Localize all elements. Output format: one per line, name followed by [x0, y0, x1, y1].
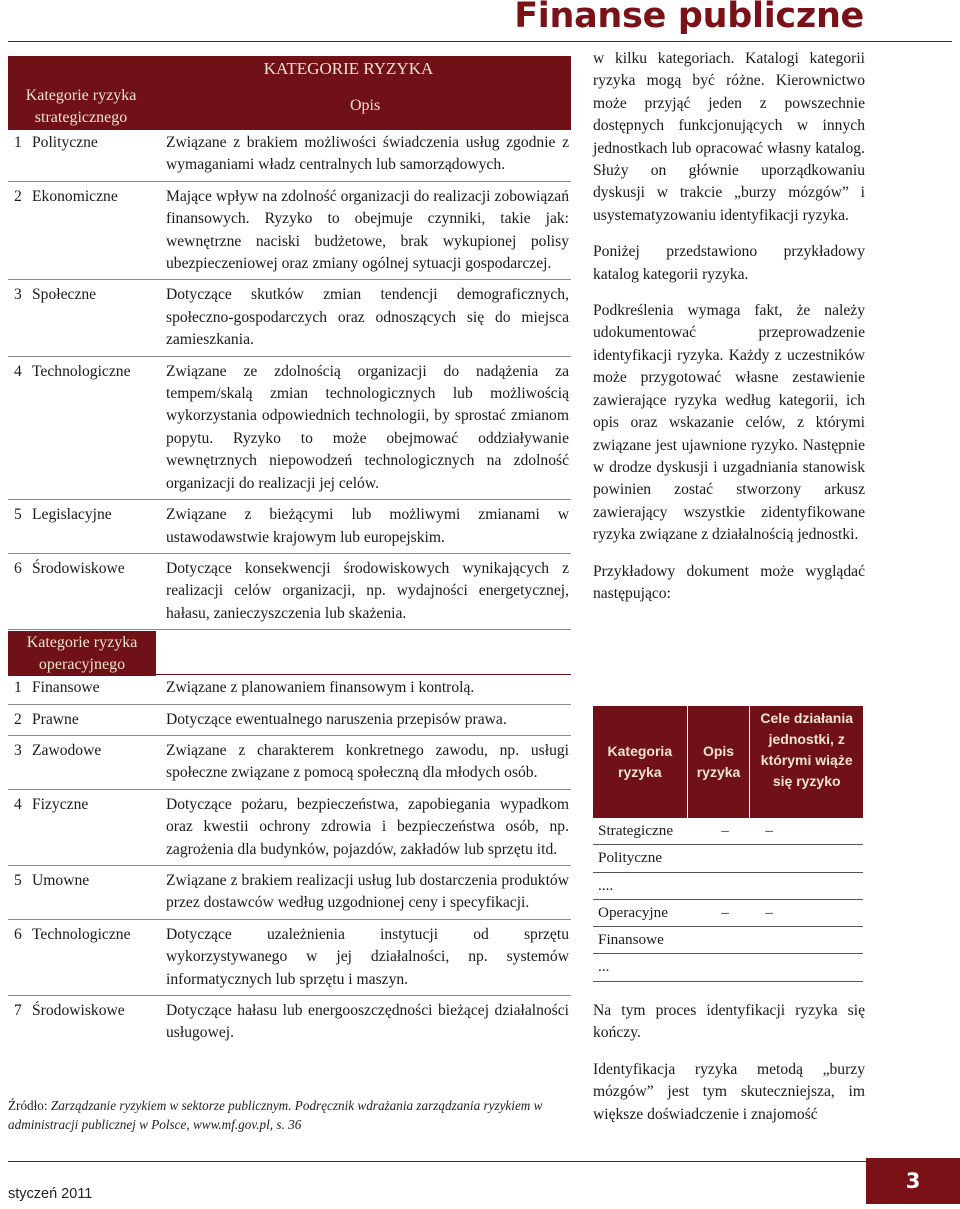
- category-description: Związane z planowaniem finansowym i kontrolą.: [166, 679, 475, 697]
- table-row: [8, 675, 571, 704]
- operational-header-row: [8, 630, 571, 675]
- paragraph: w kilku kategoriach. Katalogi kategorii ryzyka mogą być różne. Kierownictwo może przyjąć jeden z powszechnie dostępnych funkcjonujących w innych jednostkach lub opracować własny katalog. Służy on głównie uporządkowaniu dyskusji w trakcie „burzy mózgów” i usystematyzowaniu identyfikacji ryzyka.: [593, 50, 865, 224]
- risk-table-header: [8, 56, 571, 130]
- category-description: Związane z bieżącymi lub możliwymi zmianami w ustawodawstwie krajowym lub europejskim.: [166, 506, 569, 546]
- table-row: [8, 280, 571, 356]
- category-name: Legislacyjne: [32, 506, 112, 524]
- table-row: [593, 954, 863, 981]
- table-cell: Polityczne: [598, 849, 663, 867]
- row-number: 4: [14, 362, 22, 380]
- category-name: Technologiczne: [32, 362, 131, 380]
- table-cell: –: [765, 822, 773, 839]
- category-description: Związane z brakiem możliwości świadczenia usług zgodnie z wymaganiami władz centralnych lub samorządowych.: [166, 134, 569, 174]
- right-column-closing-text: [593, 1000, 865, 1140]
- table-cell: ....: [598, 876, 614, 894]
- table-row: [8, 500, 571, 554]
- row-number: 1: [14, 134, 22, 151]
- table-row: [593, 927, 863, 954]
- table-cell: Strategiczne: [598, 822, 674, 839]
- right-column-text: [593, 48, 865, 605]
- table-row: [8, 790, 571, 866]
- category-name: Zawodowe: [32, 741, 102, 759]
- table-cell: [749, 873, 789, 899]
- category-description: Dotyczące pożaru, bezpieczeństwa, zapobiegania wypadkom oraz kwestii ochrony zdrowia i bezpieczeństwa osób, np. zagrożenia dla budynków, pojazdów, zakładów lub sprzętu itd.: [166, 795, 569, 858]
- paragraph: Poniżej przedstawiono przykładowy katalog kategorii ryzyka.: [593, 243, 865, 283]
- category-name: Finansowe: [32, 679, 100, 697]
- row-number: 4: [14, 795, 22, 813]
- header-divider: [8, 41, 952, 42]
- table-cell: –: [721, 903, 729, 921]
- category-description: Związane ze zdolnością organizacji do nadążenia za tempem/skalą zmian technologicznych lub możliwością wykorzystania odpowiednich technologii, by sprostać zmianom popytu. Ryzyko to może obejmować oddziaływanie wewnętrznych niepowodzeń technologicznych na zdolność organizacji do realizacji jej celów.: [166, 362, 569, 492]
- table-row: [8, 996, 571, 1049]
- column-header-description: Opis ryzyka: [688, 706, 750, 818]
- operational-header-line: [156, 674, 571, 675]
- table-row: [593, 845, 863, 872]
- category-description: Dotyczące ewentualnego naruszenia przepisów prawa.: [166, 710, 507, 728]
- category-name: Społeczne: [32, 286, 97, 304]
- table-cell: ...: [598, 958, 610, 976]
- table-cell: [701, 954, 749, 980]
- footer-date: styczeń 2011: [8, 1186, 93, 1202]
- row-number: 7: [14, 1002, 22, 1019]
- row-number: 3: [14, 286, 22, 304]
- row-number: 2: [14, 187, 22, 205]
- risk-document-table: [593, 706, 863, 982]
- paragraph: Przykładowy dokument może wyglądać następująco:: [593, 562, 865, 602]
- category-name: Ekonomiczne: [32, 187, 118, 205]
- table-cell: Operacyjne: [598, 903, 668, 921]
- row-number: 6: [14, 559, 22, 577]
- table-row: [8, 182, 571, 281]
- row-number: 6: [14, 925, 22, 943]
- column-header-goals: Cele działania jednostki, z którymi wiąże się ryzyko: [750, 706, 863, 818]
- category-description: Dotyczące hałasu lub energooszczędności bieżącej działalności usługowej.: [166, 1002, 569, 1042]
- category-name: Prawne: [32, 710, 79, 728]
- table-row: [8, 130, 571, 182]
- table-row: [8, 920, 571, 996]
- table-row: [593, 873, 863, 900]
- table-row: [593, 900, 863, 927]
- risk-document-rows: [593, 818, 863, 982]
- table-cell: –: [721, 822, 729, 839]
- table-cell: Finansowe: [598, 931, 664, 949]
- description-header: Opis: [350, 97, 381, 114]
- table-cell: [701, 845, 749, 871]
- paragraph: Podkreślenia wymaga fakt, że należy udokumentować przeprowadzenie identyfikacji ryzyka. Każdy z uczestników może przygotować własne zestawienie zawierające ryzyka według kategorii, ich opis oraz wskazanie celów, z którymi związane jest ujawnione ryzyko. Następnie w drodze dyskusji i uzgadniania stanowisk powinien zostać stworzony arkusz zawierający wszystkie zidentyfikowane ryzyka związane z działalnością jednostki.: [593, 302, 865, 544]
- row-number: 1: [14, 679, 22, 697]
- category-description: Dotyczące uzależnienia instytucji od sprzętu wykorzystywanego w jej działalności, np. systemów informatycznych lub sprzętu i maszyn.: [166, 925, 569, 988]
- category-name: Polityczne: [32, 134, 98, 151]
- table-row: [8, 866, 571, 920]
- risk-table-title: KATEGORIE RYZYKA: [263, 59, 434, 78]
- risk-document-table-header: [593, 706, 863, 818]
- source-text: Zarządzanie ryzykiem w sektorze publicznym. Podręcznik wdrażania zarządzania ryzykiem w administracji publicznej w Polsce, www.mf.gov.pl, s. 36: [8, 1098, 543, 1132]
- strategic-category-header: Kategorie ryzyka strategicznego: [25, 87, 137, 126]
- table-row: [8, 736, 571, 790]
- row-number: 5: [14, 506, 22, 524]
- category-name: Fizyczne: [32, 795, 89, 813]
- paragraph: Na tym proces identyfikacji ryzyka się kończy.: [593, 1002, 865, 1042]
- table-row: [593, 818, 863, 845]
- category-name: Umowne: [32, 871, 90, 889]
- category-description: Związane z charakterem konkretnego zawodu, np. usługi społeczne związane z pomocą społeczną dla młodych osób.: [166, 741, 569, 782]
- risk-categories-table: [8, 56, 571, 1049]
- page-number: 3: [866, 1158, 960, 1204]
- category-description: Dotyczące konsekwencji środowiskowych wynikających z realizacji celów organizacji, np. wydajności energetycznej, hałasu, zanieczyszczenia lub skażenia.: [166, 559, 569, 622]
- table-cell: –: [765, 903, 773, 921]
- strategic-rows: [8, 130, 571, 630]
- row-number: 2: [14, 710, 22, 728]
- footer-divider: [8, 1161, 894, 1162]
- page-header-title: Finanse publiczne: [514, 0, 864, 36]
- table-cell: [701, 927, 749, 953]
- category-description: Dotyczące skutków zmian tendencji demograficznych, społeczno-gospodarczych oraz odnoszących się do miejsca zamieszkania.: [166, 286, 569, 349]
- table-cell: [749, 927, 789, 953]
- source-label: Źródło:: [8, 1098, 51, 1113]
- column-header-category: Kategoria ryzyka: [593, 706, 687, 818]
- source-note: [8, 1096, 576, 1134]
- category-name: Środowiskowe: [32, 559, 125, 577]
- category-description: Związane z brakiem realizacji usług lub dostarczenia produktów przez dostawców według uzgodnionej ceny i specyfikacji.: [166, 871, 569, 912]
- table-cell: [749, 845, 789, 871]
- table-cell: [749, 954, 789, 980]
- row-number: 5: [14, 871, 22, 889]
- category-name: Środowiskowe: [32, 1002, 125, 1019]
- operational-rows: [8, 675, 571, 1049]
- table-cell: [701, 873, 749, 899]
- row-number: 3: [14, 741, 22, 759]
- operational-category-header: Kategorie ryzyka operacyjnego: [8, 631, 156, 676]
- table-row: [8, 554, 571, 630]
- paragraph: Identyfikacja ryzyka metodą „burzy mózgów” jest tym skuteczniejsza, im większe doświadczenie i znajomość: [593, 1060, 865, 1123]
- category-name: Technologiczne: [32, 925, 131, 943]
- table-row: [8, 705, 571, 736]
- table-row: [8, 357, 571, 500]
- category-description: Mające wpływ na zdolność organizacji do realizacji zobowiązań finansowych. Ryzyko to obejmuje czynniki, takie jak: wewnętrzne naciski budżetowe, brak wykupionej polisy ubezpieczeniowej oraz zmiany ogólnej sytuacji gospodarczej.: [166, 187, 569, 273]
